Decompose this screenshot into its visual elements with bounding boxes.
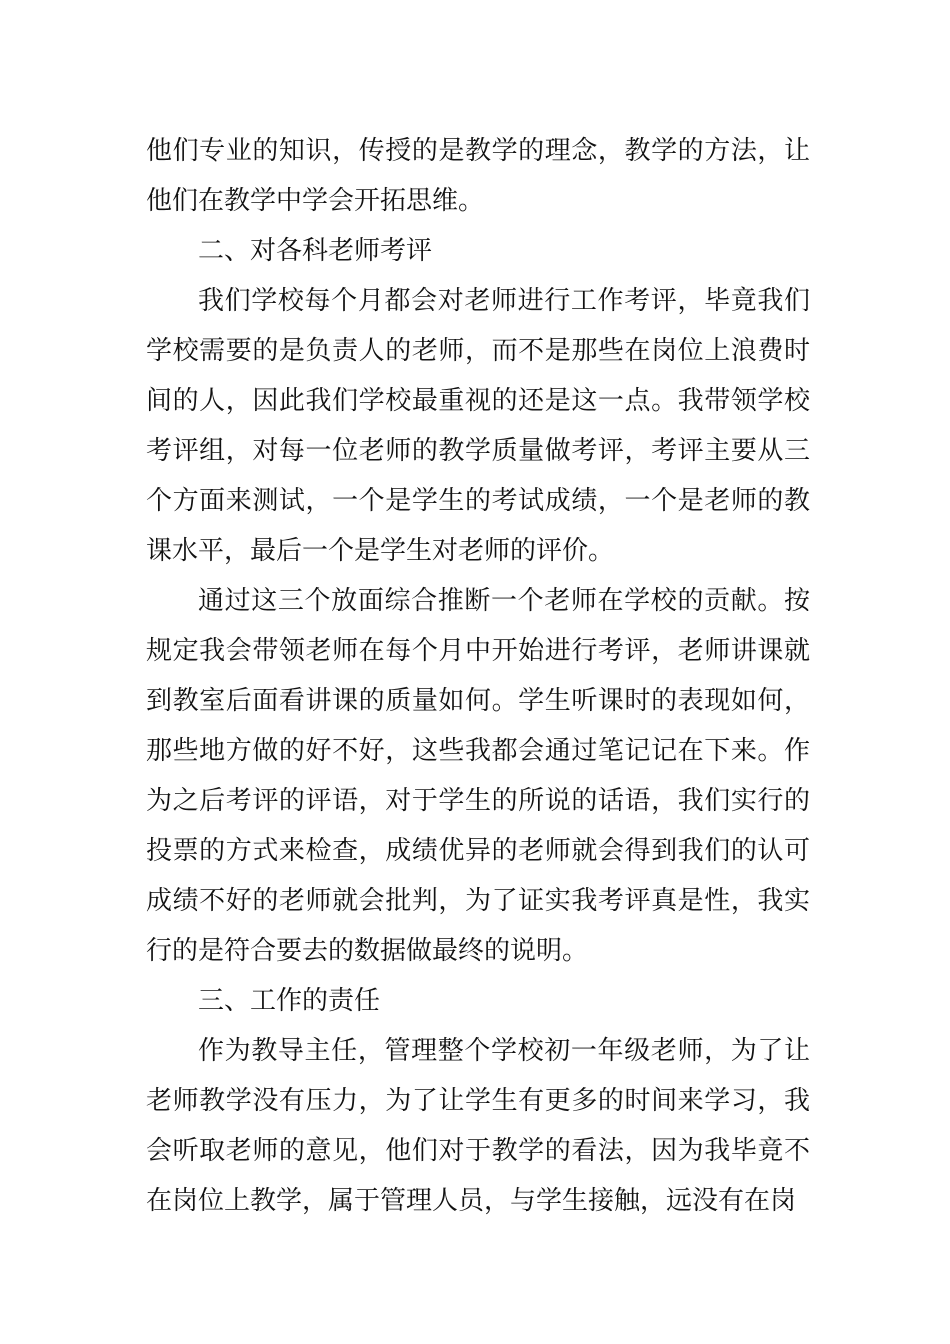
paragraph-evaluation-process: 通过这三个放面综合推断一个老师在学校的贡献。按规定我会带领老师在每个月中开始进行考评，老师讲课就到教室后面看讲课的质量如何。学生听课时的表现如何，那些地方做的好不好，这些我都会通过笔记记在下来。作为之后考评的评语，对于学生的所说的话语，我们实行的投票的方式来检查，成绩优异的老师就会得到我们的认可成绩不好的老师就会批判，为了证实我考评真是性，我实行的是符合要去的数据做最终的说明。 xyxy=(146,586,810,966)
paragraph-continuation: 他们专业的知识，传授的是教学的理念，教学的方法，让他们在教学中学会开拓思维。 xyxy=(146,136,810,216)
document-body xyxy=(146,126,810,1226)
section-heading-3: 三、工作的责任 xyxy=(198,986,381,1016)
paragraph-evaluation-intro: 我们学校每个月都会对老师进行工作考评，毕竟我们学校需要的是负责人的老师，而不是那些在岗位上浪费时间的人，因此我们学校最重视的还是这一点。我带领学校考评组，对每一位老师的教学质量做考评，考评主要从三个方面来测试，一个是学生的考试成绩，一个是老师的教课水平，最后一个是学生对老师的评价。 xyxy=(146,286,810,566)
paragraph-responsibility: 作为教导主任，管理整个学校初一年级老师，为了让老师教学没有压力，为了让学生有更多的时间来学习，我会听取老师的意见，他们对于教学的看法，因为我毕竟不在岗位上教学，属于管理人员，与学生接触，远没有在岗 xyxy=(146,1036,810,1216)
section-heading-2: 二、对各科老师考评 xyxy=(198,236,433,266)
